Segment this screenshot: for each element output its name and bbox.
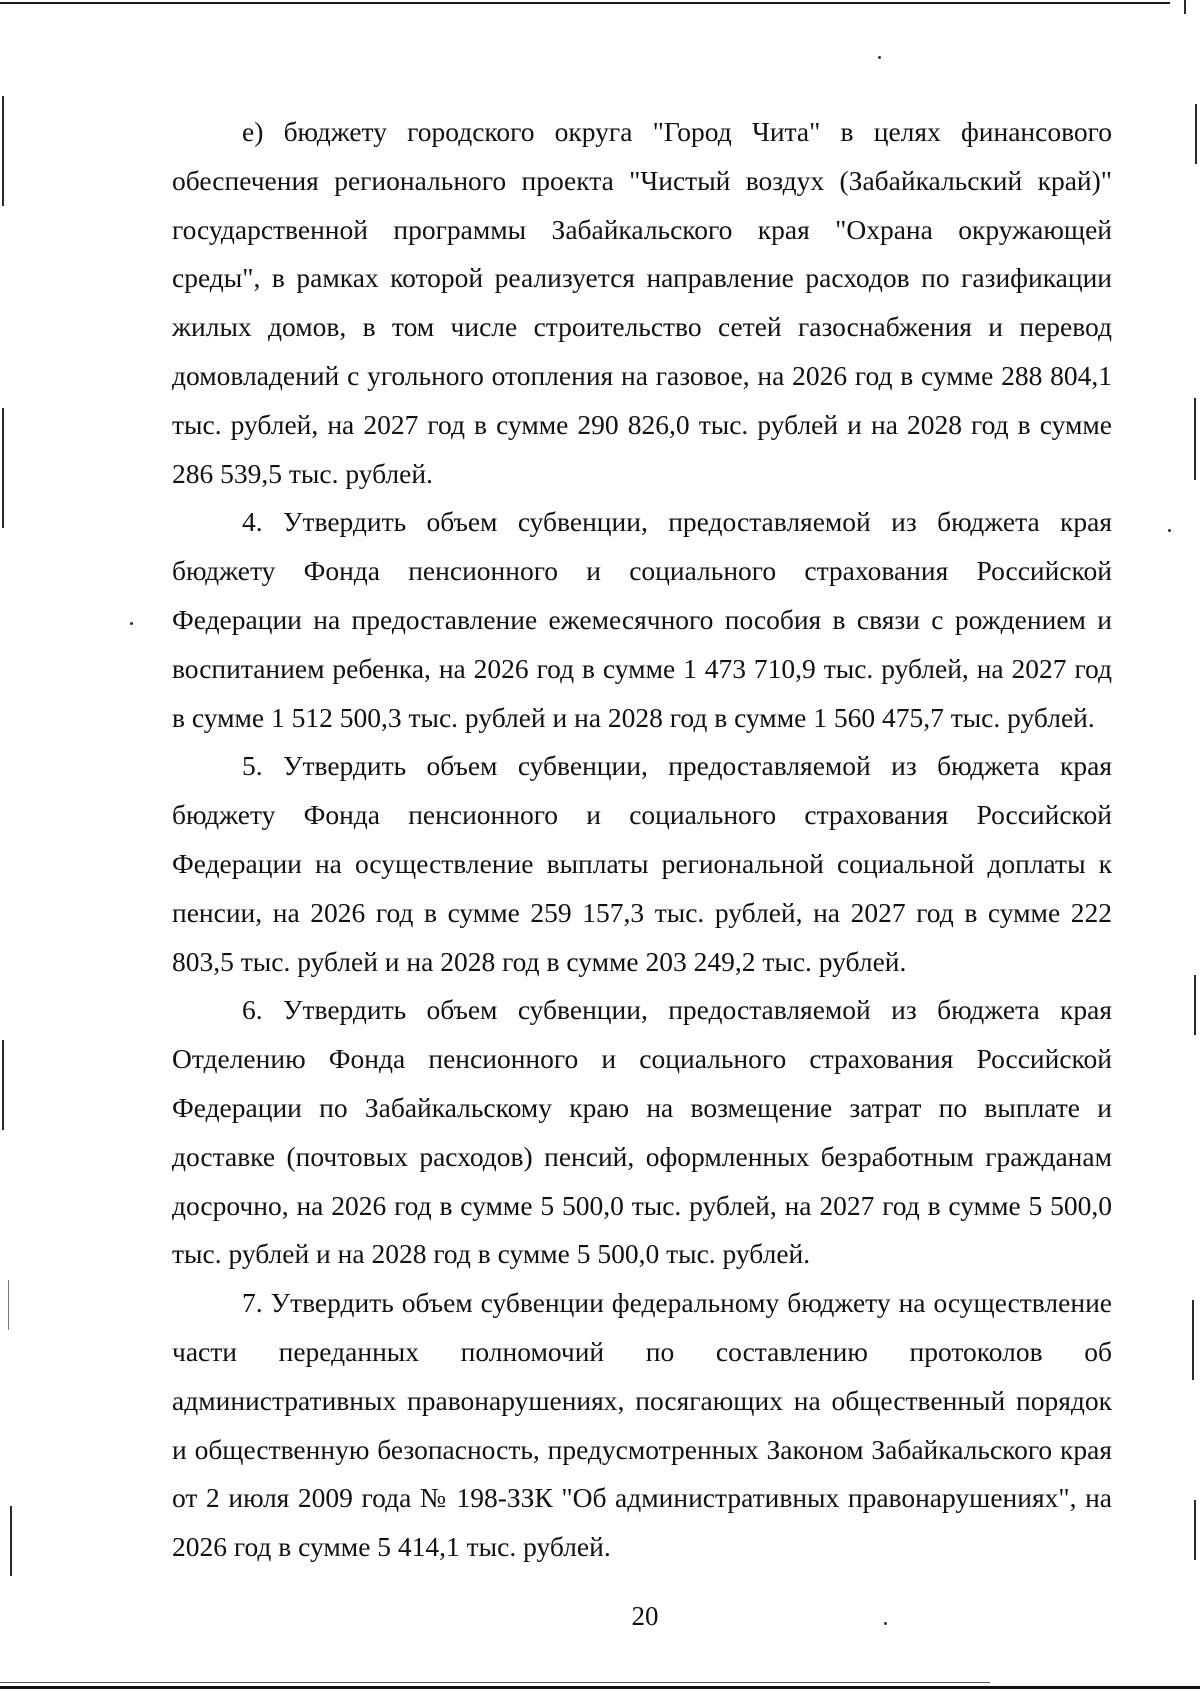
paragraph-item-4: 4. Утвердить объем субвенции, предоставляемой из бюджета края бюджету Фонда пенсионного и социального страхования Российской Федерации на предоставление ежемесячного пособия в связи с рождением и воспитанием ребенка, на 2026 год в сумме 1 473 710,9 тыс. рублей, на 2027 год в сумме 1 512 500,3 тыс. рублей и на 2028 год в сумме 1 560 475,7 тыс. рублей. (172, 506, 1112, 733)
scan-edge-right (1192, 1300, 1194, 1380)
scan-edge-bottom-thin (0, 1682, 990, 1683)
scan-edge-top (0, 2, 1170, 4)
scan-edge-left (10, 1506, 12, 1576)
scan-edge-right (1194, 975, 1196, 1035)
document-body (172, 108, 1112, 1572)
scan-edge-bottom (0, 1686, 1200, 1689)
scan-edge-right (1195, 104, 1197, 164)
scan-edge-right (1194, 398, 1196, 480)
scan-speck (130, 622, 133, 625)
paragraph-item-e: е) бюджету городского округа "Город Чита" в целях финансового обеспечения регионального проекта "Чистый воздух (Забайкальский край)" государственной программы Забайкальского края "Охрана окружающей среды", в рамках которой реализуется направление расходов по газификации жилых домов, в том числе строительство сетей газоснабжения и перевод домовладений с угольного отопления на газовое, на 2026 год в сумме 288 804,1 тыс. рублей, на 2027 год в сумме 290 826,0 тыс. рублей и на 2028 год в сумме 286 539,5 тыс. рублей. (172, 116, 1112, 489)
scan-speck (878, 56, 881, 59)
scan-mark-corner (1184, 0, 1186, 14)
scan-edge-left (2, 96, 4, 206)
paragraph-item-5: 5. Утвердить объем субвенции, предоставляемой из бюджета края бюджету Фонда пенсионного и социального страхования Российской Федерации на осуществление выплаты региональной социальной доплаты к пенсии, на 2026 год в сумме 259 157,3 тыс. рублей, на 2027 год в сумме 222 803,5 тыс. рублей и на 2028 год в сумме 203 249,2 тыс. рублей. (172, 750, 1112, 977)
scan-edge-left (8, 1280, 9, 1330)
scan-speck (1168, 529, 1171, 532)
scan-edge-left (2, 1040, 4, 1130)
scan-edge-left (2, 408, 4, 528)
scan-edge-right (1194, 1500, 1196, 1560)
paragraph-item-7: 7. Утвердить объем субвенции федеральному бюджету на осуществление части переданных полномочий по составлению протоколов об административных правонарушениях, посягающих на общественный порядок и общественную безопасность, предусмотренных Законом Забайкальского края от 2 июля 2009 года № 198-ЗЗК "Об административных правонарушениях", на 2026 год в сумме 5 414,1 тыс. рублей. (172, 1287, 1112, 1563)
page-number: 20 (631, 1601, 659, 1631)
paragraph-item-6: 6. Утвердить объем субвенции, предоставляемой из бюджета края Отделению Фонда пенсионного и социального страхования Российской Федерации по Забайкальскому краю на возмещение затрат по выплате и доставке (почтовых расходов) пенсий, оформленных безработным гражданам досрочно, на 2026 год в сумме 5 500,0 тыс. рублей, на 2027 год в сумме 5 500,0 тыс. рублей и на 2028 год в сумме 5 500,0 тыс. рублей. (172, 994, 1112, 1270)
